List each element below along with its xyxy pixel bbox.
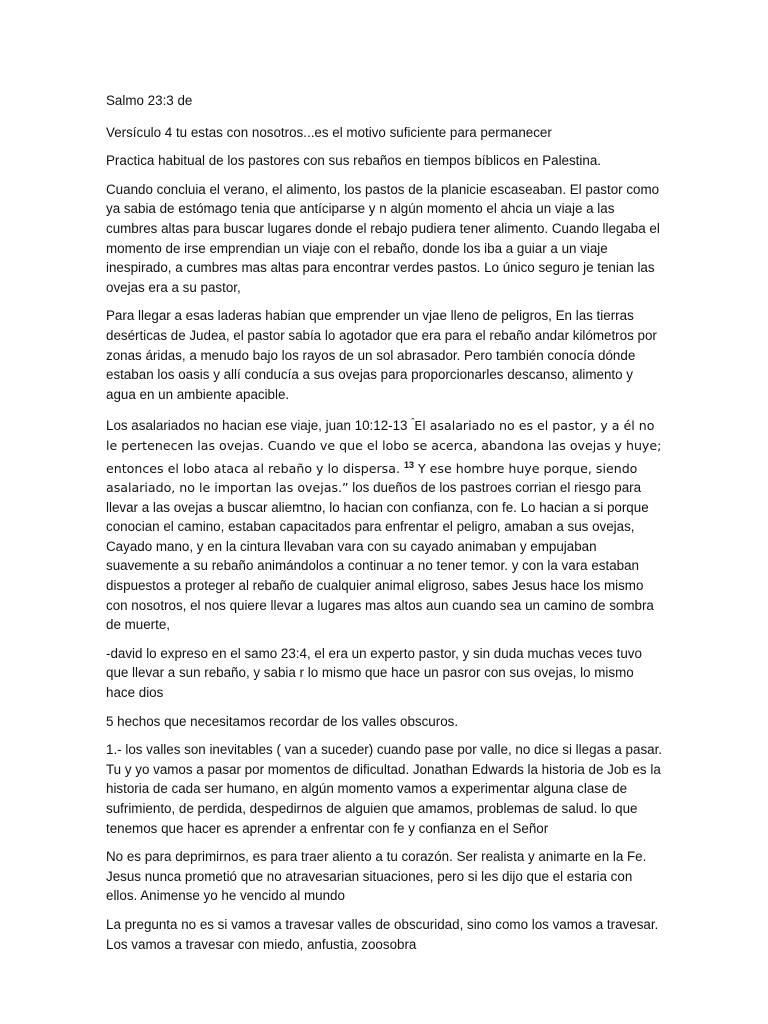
scripture-quote-part1: El asalariado no es el pastor, y a él no le pertenecen las ovejas. Cuando ve que el lobo se acerca, abandona las ovejas y huye; entonces el lobo ataca al rebaño y lo dispersa. bbox=[106, 418, 662, 476]
paragraph-hirelings bbox=[106, 413, 664, 635]
hirelings-intro: Los asalariados no hacian ese viaje, juan 10:12-13 bbox=[106, 418, 412, 434]
hirelings-rest: los dueños de los pastroes corrian el riesgo para llevar a las ovejas a buscar aliemtno, lo hacian con confianza, con fe. Lo hacian a si porque conocian el camino, estaban capacitados para enfrentar el peligro, amaban a sus ovejas, Cayado mano, y en la cintura llevaban vara con su cayado animaban y empujaban suavemente a su rebaño animándolos a continuar a no tener temor. y con la vara estaban dispuestos a proteger al rebaño de cualquier animal eligroso, sabes Jesus hace los mismo con nosotros, el nos quiere llevar a lugares mas altos aun cuando sea un camino de sombra de muerte, bbox=[106, 480, 654, 633]
paragraph-summer: Cuando concluia el verano, el alimento, los pastos de la planicie escaseaban. El pastor como ya sabia de estómago tenia que antíciparse y n algún momento el ahcia un viaje a las cumbres altas para buscar lugares donde el rebajo pudiera tener alimento. Cuando llegaba el momento de irse emprendian un viaje con el rebaño, donde los iba a guiar a un viaje inespirado, a cumbres mas altas para encontrar verdes pastos. Lo único seguro je tenian las ovejas era a su pastor, bbox=[106, 181, 660, 295]
scripture-quote-part2: Y ese hombre huye porque, siendo asalariado, no le importan las ovejas.” bbox=[106, 460, 638, 496]
paragraph-valleys-inevitable: 1.- los valles son inevitables ( van a suceder) cuando pase por valle, no dice si llegas a pasar. Tu y yo vamos a pasar por momentos de dificultad. Jonathan Edwards la historia de Job es la historia de cada ser humano, en algún momento vamos a experimentar alguna clase de sufrimiento, de perdida, despedirnos de alguien que amamos, problemas de salud. lo que tenemos que hacer es aprender a enfrentar con fe y confianza en el Señor bbox=[106, 742, 663, 836]
paragraph-five-facts-heading: 5 hechos que necesitamos recordar de los valles obscuros. bbox=[106, 713, 459, 729]
paragraph-practice: Practica habitual de los pastores con sus rebaños en tiempos bíblicos en Palestina. bbox=[106, 153, 601, 169]
paragraph-question: La pregunta no es si vamos a travesar valles de obscuridad, sino como los vamos a travesar. Los vamos a travesar con miedo, anfustia, zoosobra bbox=[106, 916, 659, 952]
document-page bbox=[106, 91, 664, 963]
paragraph-journey: Para llegar a esas laderas habian que emprender un vjae lleno de peligros, En las tierras desérticas de Judea, el pastor sabía lo agotador que era para el rebaño andar kilómetros por zonas áridas, a menudo bajo los rayos de un sol abrasador. Pero también conocía dónde estaban los oasis y allí conducía a sus ovejas para proporcionarles descanso, alimento y agua en un ambiente apacible. bbox=[106, 308, 657, 402]
document-title: Salmo 23:3 de bbox=[106, 93, 193, 108]
quote-mark: ˆ bbox=[411, 417, 415, 428]
paragraph-verse: Versículo 4 tu estas con nosotros...es el motivo suficiente para permanecer bbox=[106, 124, 552, 140]
paragraph-encouragement: No es para deprimirnos, es para traer aliento a tu corazón. Ser realista y animarte en la Fe. Jesus nunca prometió que no atravesarian situaciones, pero si les dijo que el estaria con ellos. Animense yo he vencido al mundo bbox=[106, 849, 647, 904]
verse-number: 13 bbox=[403, 459, 414, 470]
paragraph-david: -david lo expreso en el samo 23:4, el era un experto pastor, y sin duda muchas veces tuvo que llevar a sun rebaño, y sabia r lo mismo que hace un pasror con sus ovejas, lo mismo hace dios bbox=[106, 645, 642, 701]
